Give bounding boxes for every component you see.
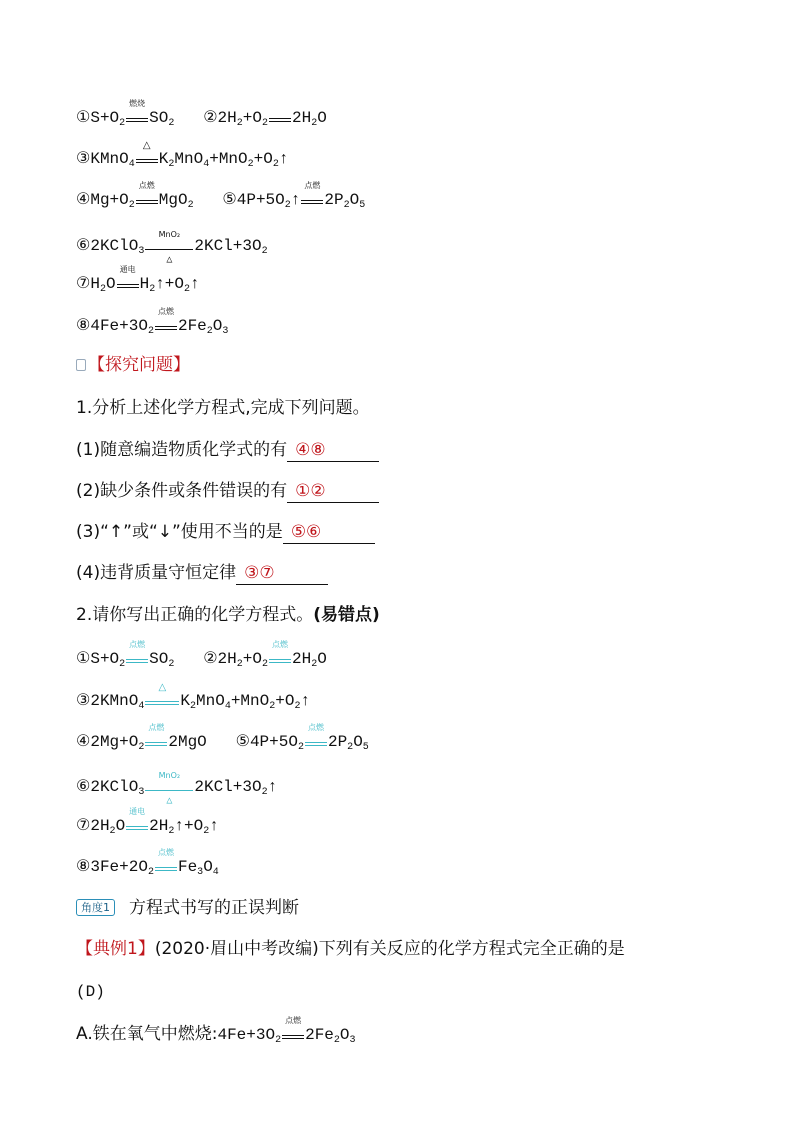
- condition-arrow: 通电: [117, 277, 139, 288]
- correct-eq-line-7: $⑦2H_2O$ 通电 $2H_2↑+O_2↑$: [76, 807, 219, 837]
- section-title: 【探究问题】: [76, 354, 190, 376]
- correct-eq-line-4: $④2Mg+O_2$ 点燃 2MgO $⑤4P+5O_2$ 点燃 $2P_2O_5$: [76, 723, 369, 753]
- condition-arrow: 点燃: [301, 193, 323, 204]
- condition-arrow: 点燃: [282, 1028, 304, 1039]
- wrong-eq-line-3: ③KMnO$_4$ △ $K_2MnO_4+MnO_2+O_2↑$: [76, 140, 289, 170]
- example-answer: (D): [76, 983, 105, 1001]
- wrong-eq-line-8: $⑧4Fe+3O_2$ 点燃 $2Fe_2O_3$: [76, 307, 229, 337]
- condition-arrow: 点燃: [155, 319, 177, 330]
- angle-heading: 角度1 方程式书写的正误判断: [76, 897, 299, 919]
- q1-item-4: (4)违背质量守恒定律 ③⑦: [76, 562, 328, 585]
- answer-blank: ⑤⑥: [283, 521, 375, 544]
- q1-item-1: (1)随意编造物质化学式的有 ④⑧: [76, 439, 379, 462]
- option-a: A.铁在氧气中燃烧$:4Fe+3O_2$ 点燃 $2Fe_2O_3$: [76, 1016, 356, 1046]
- answer-blank: ③⑦: [236, 562, 328, 585]
- condition-arrow: △: [136, 152, 158, 163]
- example-question: 【典例1】(2020·眉山中考改编)下列有关反应的化学方程式完全正确的是: [76, 939, 625, 959]
- wrong-eq-line-1: $①S+O_2$ 燃烧 $SO_2$ $②2H_2+O_2$ $2H_2O$: [76, 99, 327, 129]
- question-1: 1.分析上述化学方程式,完成下列问题。: [76, 398, 370, 418]
- wrong-eq-line-7: $⑦H_2O$ 通电 $H_2↑+O_2↑$: [76, 265, 200, 295]
- q1-item-2: (2)缺少条件或条件错误的有 ①②: [76, 480, 379, 503]
- correct-eq-line-6: ⑥2KClO$_3$ MnO₂ △ $2KCl+3O_2↑$: [76, 771, 278, 807]
- wrong-eq-line-6: ⑥2KClO$_3$ MnO₂ △ $2KCl+3O_2$: [76, 230, 268, 266]
- eq-number: ②: [203, 109, 218, 127]
- wrong-eq-line-4: $④Mg+O_2$ 点燃 MgO$_2$ $⑤4P+5O_2↑$ 点燃 $2P_2O_5$: [76, 181, 366, 211]
- eq-number: ①: [76, 109, 91, 127]
- bookmark-icon: [76, 359, 86, 371]
- equals-sign: [269, 111, 291, 122]
- correct-eq-line-1: $①S+O_2$ 点燃 $SO_2$ $②2H_2+O_2$ 点燃 $2H_2O$: [76, 640, 327, 670]
- angle-badge: 角度1: [76, 899, 115, 916]
- q1-item-3: (3)“↑”或“↓”使用不当的是 ⑤⑥: [76, 521, 375, 544]
- correct-eq-line-8: $⑧3Fe+2O_2$ 点燃 $Fe_3O_4$: [76, 848, 219, 878]
- answer-blank: ①②: [287, 480, 379, 503]
- question-2: 2.请你写出正确的化学方程式。(易错点): [76, 605, 380, 625]
- condition-arrow: 燃烧: [126, 111, 148, 122]
- correct-eq-line-3: ③2KMnO$_4$ △ $K_2MnO_4+MnO_2+O_2↑$: [76, 682, 311, 712]
- condition-arrow: 点燃: [136, 193, 158, 204]
- answer-blank: ④⑧: [287, 439, 379, 462]
- condition-arrow: MnO₂ △: [145, 242, 193, 250]
